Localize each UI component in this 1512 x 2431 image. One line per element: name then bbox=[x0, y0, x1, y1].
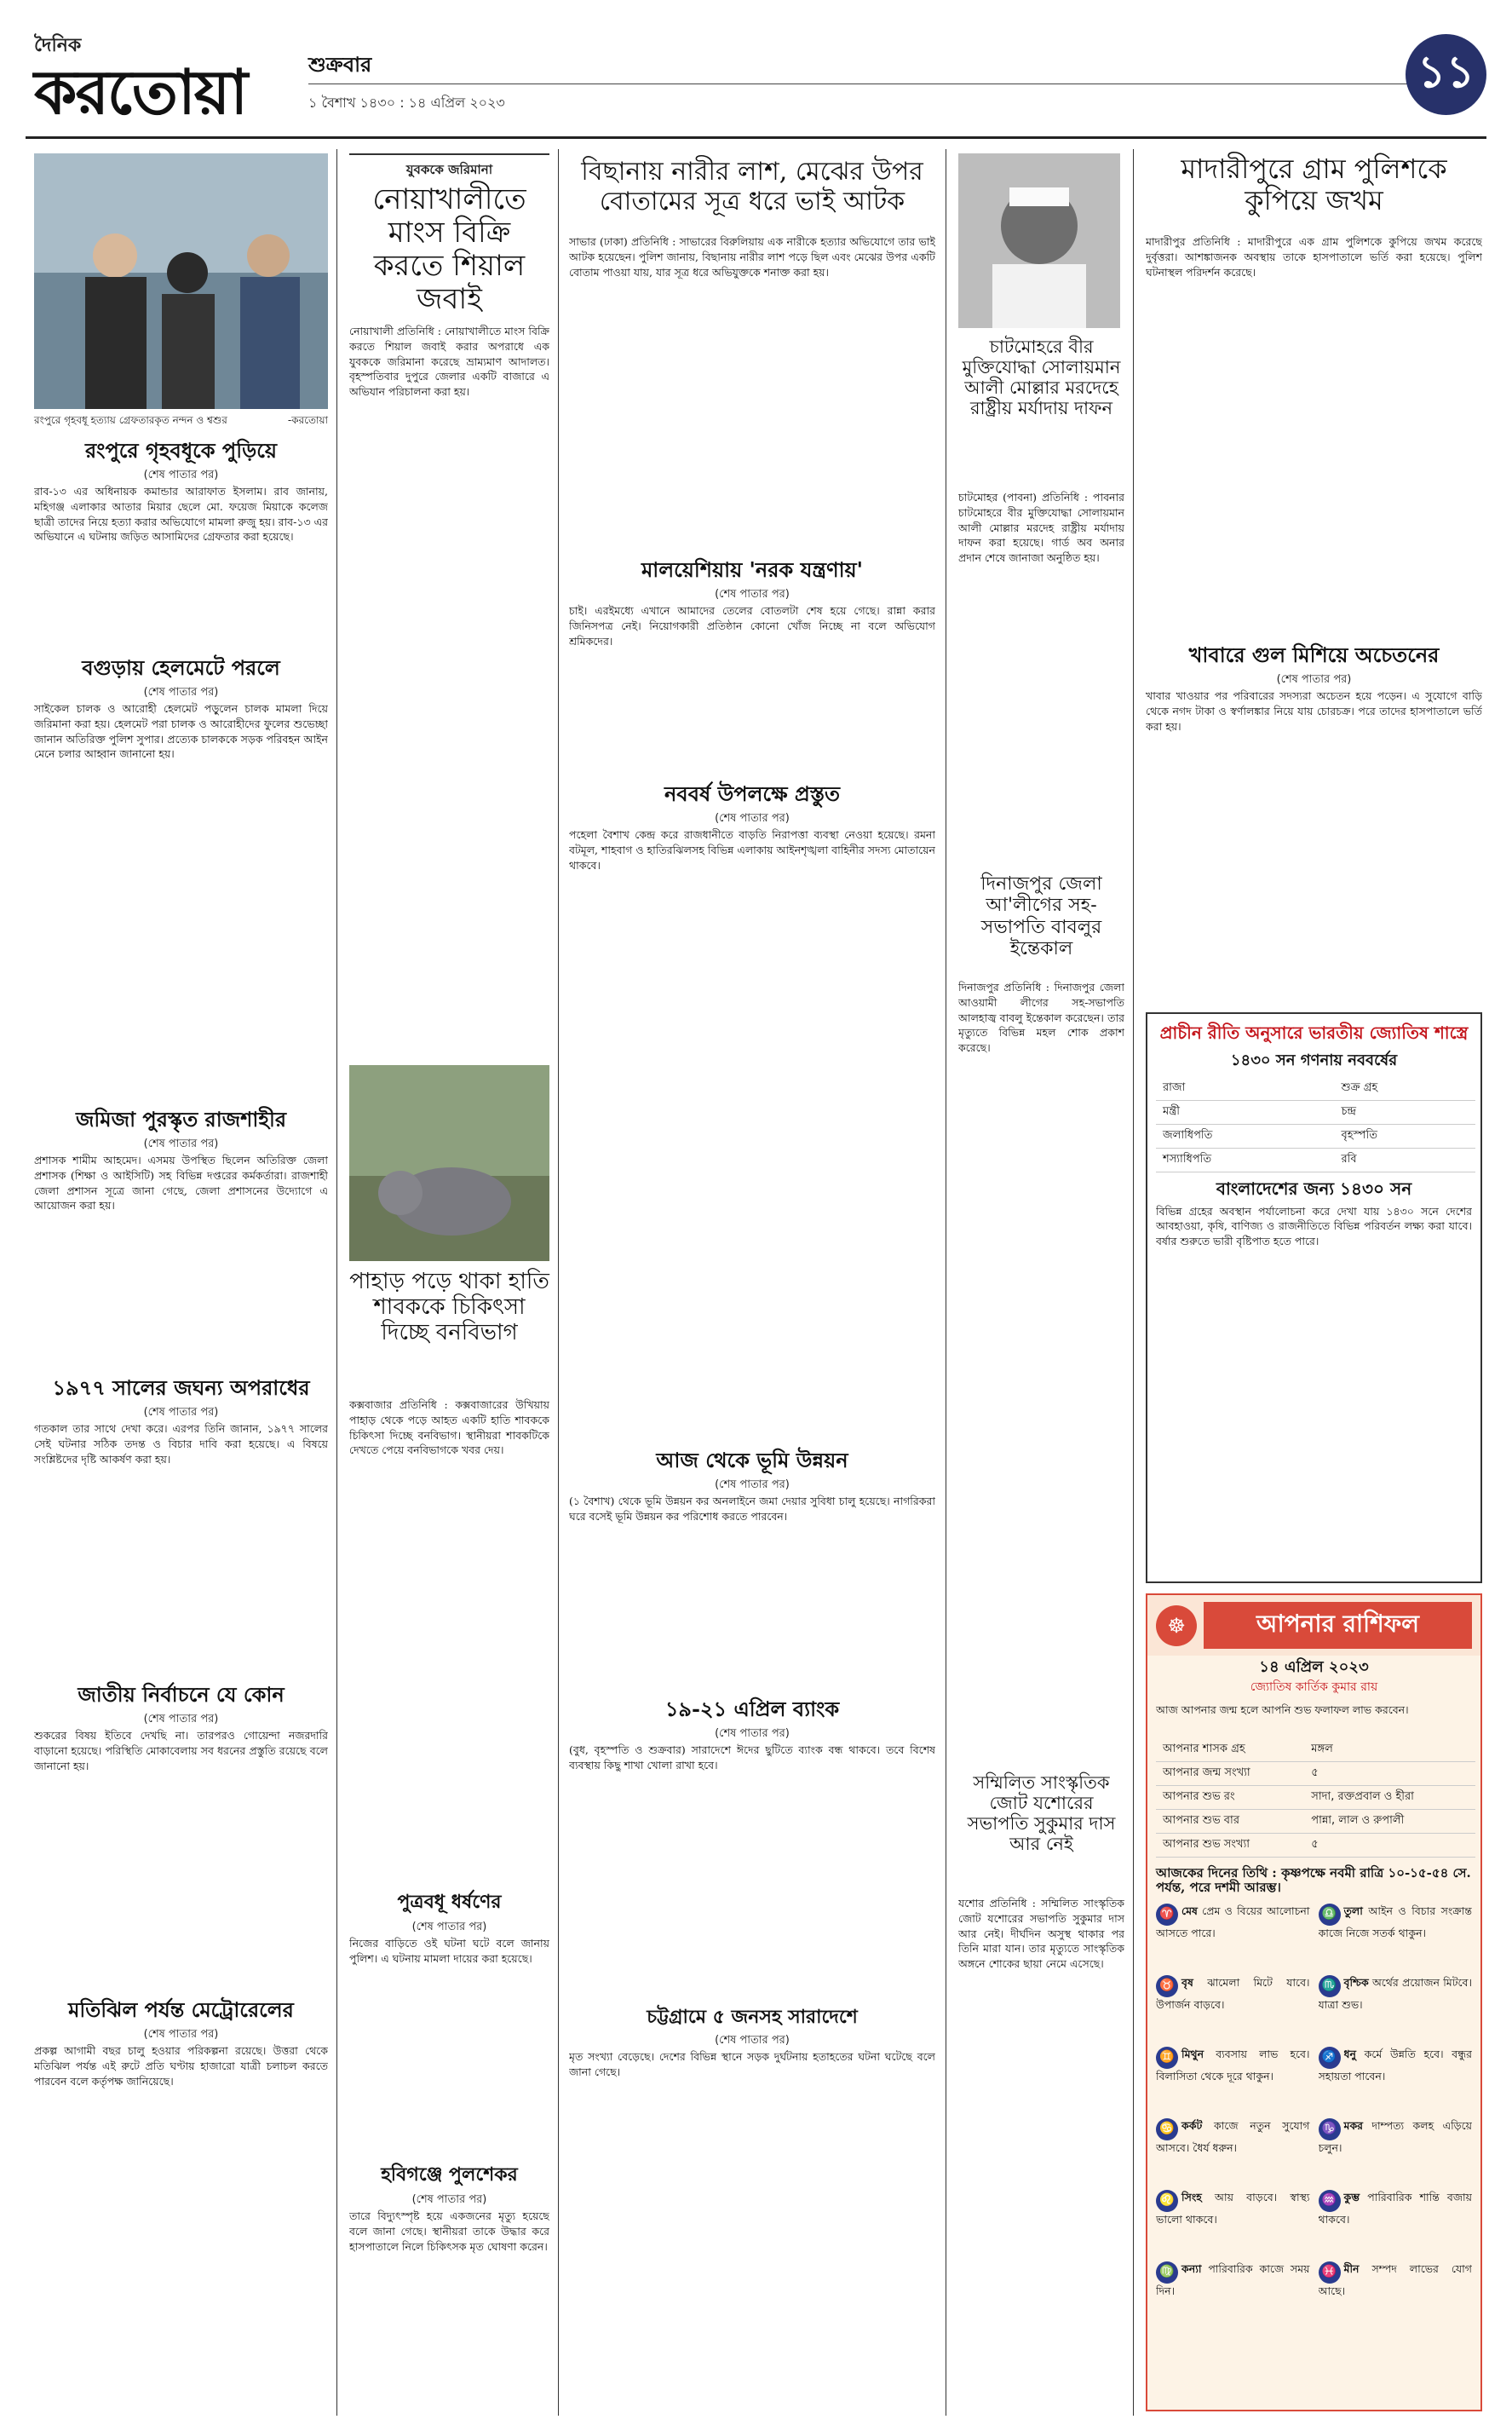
headline: ১৯৭৭ সালের জঘন্য অপরাধের bbox=[52, 1375, 310, 1400]
article-body: সাইকেল চালক ও আরোহী হেলমেট পড়ুলেন চালক মামলা দিয়ে জরিমানা করা হয়। হেলমেট পরা চালক ও আরোহীদের ফুলের শুভেচ্ছা জানান অতিরিক্ত পুলিশ সুপার। প্রত্যেক চালককে সড়ক পরিবহন আইন মেনে চলার আহ্বান জানানো হয়। bbox=[34, 702, 328, 761]
sagittarius-icon: ♐ bbox=[1319, 2047, 1341, 2069]
row-value: বৃহস্পতি bbox=[1335, 1124, 1476, 1148]
box-subtitle: ১৪৩০ সন গণনায় নববর্ষের bbox=[1230, 1051, 1398, 1069]
table-row bbox=[1156, 1738, 1475, 1762]
masthead-date: ১ বৈশাখ ১৪৩০ : ১৪ এপ্রিল ২০২৩ bbox=[308, 95, 505, 111]
table-row bbox=[1156, 1785, 1475, 1809]
sign-text: অর্থের প্রয়োজন মিটবে। যাত্রা শুভ। bbox=[1318, 1976, 1472, 2012]
continued-label: (শেষ পাতার পর) bbox=[143, 2028, 219, 2041]
photo-caption: রংপুরে গৃহবধূ হত্যায় গ্রেফতারকৃত নন্দন ও শ্বশুর bbox=[34, 414, 227, 426]
article-body: প্রশাসক শামীম আহমেদ। এসময় উপস্থিত ছিলেন অতিরিক্ত জেলা প্রশাসক (শিক্ষা ও আইসিটি) সহ বিভিন্ন দপ্তরের কর্মকর্তারা। রাজশাহী জেলা প্রশাসন সূত্রে জানা গেছে, জেলা প্রশাসনের উদ্যোগে এ আয়োজন করা হয়। bbox=[34, 1154, 328, 1213]
column-divider bbox=[1133, 149, 1134, 2416]
sign-entry bbox=[1319, 2118, 1473, 2190]
continued-label: (শেষ পাতার পর) bbox=[143, 469, 219, 481]
article-body: রাব-১৩ এর অধিনায়ক কমান্ডার আরাফাত ইসলাম। রাব জানায়, মহিগঞ্জ এলাকার আতার মিয়ার ছেলে মো. ফয়েজ মিয়াকে কলেজ ছাত্রী তাদের নিয়ে হত্যা করার অভিযোগে মামলা রুজু হয়। রাব-১৩ এর অভিযানে এ ঘটনায় জড়িত আসামিদের গ্রেফতার করা হয়েছে। bbox=[34, 485, 328, 544]
table-row bbox=[1156, 1148, 1475, 1172]
brand-small: দৈনিক bbox=[34, 35, 82, 56]
sign-name: মিথুন bbox=[1181, 2048, 1204, 2061]
headline: পাহাড় পড়ে থাকা হাতি শাবককে চিকিৎসা দিচ্ছে বনবিভাগ bbox=[349, 1269, 549, 1345]
row-value: পান্না, লাল ও রুপালী bbox=[1304, 1809, 1475, 1833]
sign-text: পারিবারিক কাজে সময় দিন। bbox=[1156, 2262, 1310, 2298]
article-body: দিনাজপুর প্রতিনিধি : দিনাজপুর জেলা আওয়ামী লীগের সহ-সভাপতি আলহাজ্ব বাবলু ইন্তেকাল করেছেন। তার মৃত্যুতে বিভিন্ন মহল শোক প্রকাশ করেছে। bbox=[958, 981, 1124, 1054]
row-value: ৫ bbox=[1304, 1761, 1475, 1785]
sign-entry bbox=[1319, 2261, 1473, 2333]
astrology-table bbox=[1156, 1077, 1475, 1172]
continued-label: (শেষ পাতার পর) bbox=[143, 1713, 219, 1725]
sign-entry bbox=[1156, 2190, 1310, 2261]
news-photo-elephant bbox=[349, 1065, 549, 1261]
horoscope-box bbox=[1146, 1593, 1482, 2411]
sign-text: কর্মে উন্নতি হবে। বন্ধুর সহায়তা পাবেন। bbox=[1318, 2048, 1472, 2083]
box-heading: বাংলাদেশের জন্য ১৪৩০ সন bbox=[1216, 1178, 1412, 1199]
continued-label: (শেষ পাতার পর) bbox=[143, 1406, 219, 1419]
article-body: নোয়াখালী প্রতিনিধি : নোয়াখালীতে মাংস বিক্রি করতে শিয়াল জবাই করার অপরাধে এক যুবককে জরিমানা করেছে ভ্রাম্যমাণ আদালত। বৃহস্পতিবার দুপুরে জেলার একটি বাজারে এ অভিযান পরিচালনা করা হয়। bbox=[349, 325, 549, 398]
table-row bbox=[1156, 1077, 1475, 1101]
sign-name: মেষ bbox=[1181, 1904, 1198, 1918]
aries-icon: ♈ bbox=[1156, 1904, 1178, 1926]
article-body: তারে বিদ্যুৎস্পৃষ্ট হয়ে একজনের মৃত্যু হয়েছে বলে জানা গেছে। স্থানীয়রা তাকে উদ্ধার করে হাসপাতালে নিলে চিকিৎসক মৃত ঘোষণা করেন। bbox=[349, 2209, 549, 2253]
sign-text: কাজে নতুন সুযোগ আসবে। ধৈর্য ধরুন। bbox=[1156, 2119, 1310, 2155]
continued-label: (শেষ পাতার পর) bbox=[715, 1727, 790, 1740]
continued-label: (শেষ পাতার পর) bbox=[715, 1478, 790, 1491]
row-label: আপনার শুভ বার bbox=[1156, 1809, 1304, 1833]
headline: খাবারে গুল মিশিয়ে অচেতনের bbox=[1188, 642, 1440, 667]
kicker-rule bbox=[349, 153, 549, 155]
headline: চাটমোহরে বীর মুক্তিযোদ্ধা সোলায়মান আলী মোল্লার মরদেহে রাষ্ট্রীয় মর্যাদায় দাফন bbox=[962, 337, 1121, 419]
article-body: খাবার খাওয়ার পর পরিবারের সদস্যরা অচেতন হয়ে পড়েন। এ সুযোগে বাড়ি থেকে নগদ টাকা ও স্বর্ণালঙ্কার নিয়ে যায় চোরচক্র। পরে তাদের হাসপাতালে ভর্তি করা হয়। bbox=[1146, 689, 1482, 733]
headline: মতিঝিল পর্যন্ত মেট্রোরেলের bbox=[68, 1997, 294, 2022]
horoscope-title: আপনার রাশিফল bbox=[1204, 1602, 1472, 1649]
continued-label: (শেষ পাতার পর) bbox=[715, 588, 790, 601]
article-body: পহেলা বৈশাখ কেন্দ্র করে রাজধানীতে বাড়তি নিরাপত্তা ব্যবস্থা নেওয়া হয়েছে। রমনা বটমূল, শাহবাগ ও হাতিরঝিলসহ বিভিন্ন এলাকায় আইনশৃঙ্খলা বাহিনীর সদস্য মোতায়েন থাকবে। bbox=[569, 828, 935, 872]
sign-entry bbox=[1319, 1904, 1473, 1975]
sign-name: বৃশ্চিক bbox=[1343, 1976, 1369, 1990]
portrait-photo bbox=[958, 153, 1120, 328]
table-row bbox=[1156, 1100, 1475, 1124]
box-title: প্রাচীন রীতি অনুসারে ভারতীয় জ্যোতিষ শাস্ত্রে bbox=[1159, 1023, 1469, 1043]
row-label: জলাধিপতি bbox=[1156, 1124, 1335, 1148]
sign-entry bbox=[1156, 2047, 1310, 2118]
row-value: রবি bbox=[1335, 1148, 1476, 1172]
continued-label: (শেষ পাতার পর) bbox=[411, 2193, 487, 2206]
tithi-note: আজকের দিনের তিথি : কৃষ্ণপক্ষে নবমী রাত্রি ১০-১৫-৫৪ সে. পর্যন্ত, পরে দশমী আরম্ভ। bbox=[1156, 1864, 1471, 1895]
continued-label: (শেষ পাতার পর) bbox=[143, 1138, 219, 1150]
headline: দিনাজপুর জেলা আ'লীগের সহ-সভাপতি বাবলুর ইন্তেকাল bbox=[980, 873, 1102, 959]
table-row bbox=[1156, 1124, 1475, 1148]
sign-text: ব্যবসায় লাভ হবে। বিলাসিতা থেকে দূরে থাকুন। bbox=[1156, 2048, 1310, 2083]
sign-name: মকর bbox=[1343, 2119, 1364, 2133]
headline: রংপুরে গৃহবধূকে পুড়িয়ে bbox=[84, 438, 278, 463]
sign-entry bbox=[1156, 2118, 1310, 2190]
row-label: আপনার শুভ রং bbox=[1156, 1785, 1304, 1809]
sign-name: কন্যা bbox=[1181, 2262, 1202, 2276]
headline: জমিজা পুরস্কৃত রাজশাহীর bbox=[75, 1107, 287, 1132]
sign-text: দাম্পত্য কলহ এড়িয়ে চলুন। bbox=[1318, 2119, 1472, 2155]
sign-name: ধনু bbox=[1343, 2048, 1356, 2061]
sign-text: ঝামেলা মিটে যাবে। উপার্জন বাড়বে। bbox=[1156, 1976, 1310, 2012]
sign-entry bbox=[1156, 2261, 1310, 2333]
row-value: ৫ bbox=[1304, 1833, 1475, 1857]
headline: ১৯-২১ এপ্রিল ব্যাংক bbox=[664, 1697, 840, 1721]
signs-left-column bbox=[1156, 1904, 1310, 2333]
article-body: কক্সবাজার প্রতিনিধি : কক্সবাজারের উখিয়ায় পাহাড় থেকে পড়ে আহত একটি হাতি শাবককে চিকিৎসা দিচ্ছে বনবিভাগ। স্থানীয়রা শাবকটিকে দেখতে পেয়ে বনবিভাগকে খবর দেয়। bbox=[349, 1398, 549, 1457]
article-body: শুকরের বিষয় ইতিবে দেখছি না। তারপরও গোয়েন্দা নজরদারি বাড়ানো হয়েছে। পরিস্থিতি মোকাবেলায় সব ধরনের প্রস্তুতি রয়েছে বলে জানানো হয়। bbox=[34, 1729, 328, 1772]
article-body: মৃত সংখ্যা বেড়েছে। দেশের বিভিন্ন স্থানে সড়ক দুর্ঘটনায় হতাহতের ঘটনা ঘটেছে বলে জানা গেছে। bbox=[569, 2050, 935, 2078]
row-value: চন্দ্র bbox=[1335, 1100, 1476, 1124]
sign-entry bbox=[1319, 1975, 1473, 2047]
sign-text: সম্পদ লাভের যোগ আছে। bbox=[1318, 2262, 1472, 2298]
row-label: আপনার জন্ম সংখ্যা bbox=[1156, 1761, 1304, 1785]
kicker: যুবককে জরিমানা bbox=[405, 162, 493, 177]
signs-right-column bbox=[1319, 1904, 1473, 2333]
sign-text: আইন ও বিচার সংক্রান্ত কাজে নিজে সতর্ক থাকুন। bbox=[1318, 1904, 1472, 1940]
news-photo-family bbox=[34, 153, 328, 409]
page-number-badge: ১১ bbox=[1406, 34, 1486, 115]
table-row bbox=[1156, 1761, 1475, 1785]
horoscope-intro: আজ আপনার জন্ম হলে আপনি শুভ ফলাফল লাভ করবেন। bbox=[1156, 1702, 1409, 1716]
row-value: সাদা, রক্তপ্রবাল ও হীরা bbox=[1304, 1785, 1475, 1809]
row-label: মন্ত্রী bbox=[1156, 1100, 1335, 1124]
article-body: গতকাল তার সাথে দেখা করে। এরপর তিনি জানান, ১৯৭৭ সালের সেই ঘটনার সঠিক তদন্ত ও বিচার দাবি করা হয়েছে। এ বিষয়ে সংশ্লিষ্টদের দৃষ্টি আকর্ষণ করা হয়। bbox=[34, 1422, 328, 1466]
taurus-icon: ♉ bbox=[1156, 1975, 1178, 1997]
article-body: (১ বৈশাখ) থেকে ভূমি উন্নয়ন কর অনলাইনে জমা দেয়ার সুবিধা চালু হয়েছে। নাগরিকরা ঘরে বসেই ভূমি উন্নয়ন কর পরিশোধ করতে পারবেন। bbox=[569, 1495, 935, 1523]
photo-illustration bbox=[349, 1065, 549, 1261]
article-body: নিজের বাড়িতে ওই ঘটনা ঘটে বলে জানায় পুলিশ। এ ঘটনায় মামলা দায়ের করা হয়েছে। bbox=[349, 1937, 549, 1965]
continued-label: (শেষ পাতার পর) bbox=[715, 2034, 790, 2047]
article-body: চাই। এরইমধ্যে এখানে আমাদের তেলের বোতলটা শেষ হয়ে গেছে। রান্না করার জিনিসপত্র নেই। নিয়োগকারী প্রতিষ্ঠান কোনো খোঁজ নিচ্ছে না বলে অভিযোগ শ্রমিকদের। bbox=[569, 604, 935, 648]
headline: সম্মিলিত সাংস্কৃতিক জোট যশোরের সভাপতি সুকুমার দাস আর নেই bbox=[967, 1772, 1116, 1855]
sign-text: আয় বাড়বে। স্বাস্থ্য ভালো থাকবে। bbox=[1156, 2191, 1310, 2226]
cancer-icon: ♋ bbox=[1156, 2118, 1178, 2140]
zodiac-wheel-icon: ☸ bbox=[1156, 1605, 1197, 1646]
article-body: (বুধ, বৃহস্পতি ও শুক্রবার) সারাদেশে ঈদের ছুটিতে ব্যাংক বন্ধ থাকবে। তবে বিশেষ ব্যবস্থায় কিছু শাখা খোলা রাখা হবে। bbox=[569, 1743, 935, 1771]
row-value: শুক্র গ্রহ bbox=[1335, 1077, 1476, 1101]
headline: চট্টগ্রামে ৫ জনসহ সারাদেশে bbox=[647, 2006, 858, 2028]
sign-name: বৃষ bbox=[1181, 1976, 1193, 1990]
sign-text: পারিবারিক শান্তি বজায় থাকবে। bbox=[1318, 2191, 1472, 2226]
sign-text: প্রেম ও বিয়ের আলোচনা আসতে পারে। bbox=[1156, 1904, 1310, 1940]
photo-illustration bbox=[34, 153, 328, 409]
box-body: বিভিন্ন গ্রহের অবস্থান পর্যালোচনা করে দেখা যায় ১৪৩০ সনে দেশের আবহাওয়া, কৃষি, বাণিজ্য ও রাজনীতিতে বিভিন্ন পরিবর্তন লক্ষ্য করা যাবে। বর্ষার শুরুতে ভারী বৃষ্টিপাত হতে পারে। bbox=[1156, 1204, 1472, 1248]
gemini-icon: ♊ bbox=[1156, 2047, 1178, 2069]
sign-entry bbox=[1319, 2047, 1473, 2118]
horoscope-table bbox=[1156, 1738, 1475, 1858]
headline: মালয়েশিয়ায় 'নরক যন্ত্রণায়' bbox=[641, 557, 864, 582]
headline-lead: মাদারীপুরে গ্রাম পুলিশকে কুপিয়ে জখম bbox=[1181, 153, 1447, 216]
sign-name: তুলা bbox=[1343, 1904, 1363, 1918]
headline: হবিগঞ্জে পুলশেকর bbox=[381, 2163, 518, 2186]
sign-entry bbox=[1319, 2190, 1473, 2261]
horoscope-author: জ্যোতিষ কার্তিক কুমার রায় bbox=[1250, 1679, 1378, 1694]
headline: বগুড়ায় হেলমেটে পরলে bbox=[82, 655, 280, 680]
article-body: মাদারীপুর প্রতিনিধি : মাদারীপুরে এক গ্রাম পুলিশকে কুপিয়ে জখম করেছে দুর্বৃত্তরা। আশঙ্কাজনক অবস্থায় তাকে হাসপাতালে ভর্তি করা হয়েছে। পুলিশ ঘটনাস্থল পরিদর্শন করেছে। bbox=[1146, 235, 1482, 279]
sign-name: সিংহ bbox=[1181, 2191, 1202, 2204]
virgo-icon: ♍ bbox=[1156, 2261, 1178, 2284]
scorpio-icon: ♏ bbox=[1319, 1975, 1341, 1997]
sign-name: কর্কট bbox=[1181, 2119, 1203, 2133]
brand-logo: করতোয়া bbox=[34, 55, 247, 128]
table-row bbox=[1156, 1809, 1475, 1833]
sign-entry bbox=[1156, 1904, 1310, 1975]
capricorn-icon: ♑ bbox=[1319, 2118, 1341, 2140]
headline-lead: বিছানায় নারীর লাশ, মেঝের উপর বোতামের সূত্র ধরে ভাই আটক bbox=[581, 157, 923, 216]
row-value: মঙ্গল bbox=[1304, 1738, 1475, 1762]
continued-label: (শেষ পাতার পর) bbox=[715, 812, 790, 825]
horoscope-date: ১৪ এপ্রিল ২০২৩ bbox=[1259, 1658, 1369, 1676]
row-label: রাজা bbox=[1156, 1077, 1335, 1101]
headline: আজ থেকে ভূমি উন্নয়ন bbox=[656, 1448, 848, 1472]
headline: নববর্ষ উপলক্ষে প্রস্তুত bbox=[664, 781, 841, 806]
headline: জাতীয় নির্বাচনে যে কোন bbox=[78, 1682, 285, 1707]
article-body: সাভার (ঢাকা) প্রতিনিধি : সাভারের বিরুলিয়ায় এক নারীকে হত্যার অভিযোগে তার ভাই আটক হয়েছেন। পুলিশ জানায়, বিছানায় নারীর লাশ পড়ে ছিল এবং মেঝের উপর একটি বোতাম পাওয়া যায়, যার সূত্র ধরে অভিযুক্তকে শনাক্ত করা হয়। bbox=[569, 235, 935, 279]
sign-name: মীন bbox=[1343, 2262, 1360, 2276]
headline: পুত্রবধূ ধর্ষণের bbox=[397, 1891, 502, 1913]
pisces-icon: ♓ bbox=[1319, 2261, 1341, 2284]
libra-icon: ♎ bbox=[1319, 1904, 1341, 1926]
photo-credit: -করতোয়া bbox=[287, 414, 328, 426]
masthead-rule bbox=[26, 136, 1486, 139]
column-divider bbox=[558, 149, 559, 2416]
continued-label: (শেষ পাতার পর) bbox=[143, 686, 219, 699]
table-row bbox=[1156, 1833, 1475, 1857]
row-label: আপনার শুভ সংখ্যা bbox=[1156, 1833, 1304, 1857]
astrology-box bbox=[1146, 1012, 1482, 1583]
aquarius-icon: ♒ bbox=[1319, 2190, 1341, 2212]
leo-icon: ♌ bbox=[1156, 2190, 1178, 2212]
masthead-day: শুক্রবার bbox=[308, 53, 372, 77]
sign-name: কুম্ভ bbox=[1343, 2191, 1360, 2204]
continued-label: (শেষ পাতার পর) bbox=[1276, 673, 1352, 686]
article-body: চাটমোহর (পাবনা) প্রতিনিধি : পাবনার চাটমোহরে বীর মুক্তিযোদ্ধা সোলায়মান আলী মোল্লার মরদেহ রাষ্ট্রীয় মর্যাদায় দাফন করা হয়েছে। গার্ড অব অনার প্রদান শেষে জানাজা অনুষ্ঠিত হয়। bbox=[958, 491, 1124, 564]
headline-lead: নোয়াখালীতে মাংস বিক্রি করতে শিয়াল জবাই bbox=[372, 182, 526, 317]
portrait-illustration bbox=[958, 153, 1120, 328]
continued-label: (শেষ পাতার পর) bbox=[411, 1921, 487, 1933]
article-body: যশোর প্রতিনিধি : সম্মিলিত সাংস্কৃতিক জোট যশোরের সভাপতি সুকুমার দাস আর নেই। দীর্ঘদিন অসুস্থ থাকার পর তিনি মারা যান। তার মৃত্যুতে সাংস্কৃতিক অঙ্গনে শোকের ছায়া নেমে এসেছে। bbox=[958, 1897, 1124, 1970]
column-divider bbox=[336, 149, 337, 2416]
row-label: আপনার শাসক গ্রহ bbox=[1156, 1738, 1304, 1762]
sign-entry bbox=[1156, 1975, 1310, 2047]
row-label: শস্যাধিপতি bbox=[1156, 1148, 1335, 1172]
article-body: প্রকল্প আগামী বছর চালু হওয়ার পরিকল্পনা রয়েছে। উত্তরা থেকে মতিঝিল পর্যন্ত এই রুটে প্রতি ঘণ্টায় হাজারো যাত্রী চলাচল করতে পারবেন বলে কর্তৃপক্ষ জানিয়েছে। bbox=[34, 2044, 328, 2088]
